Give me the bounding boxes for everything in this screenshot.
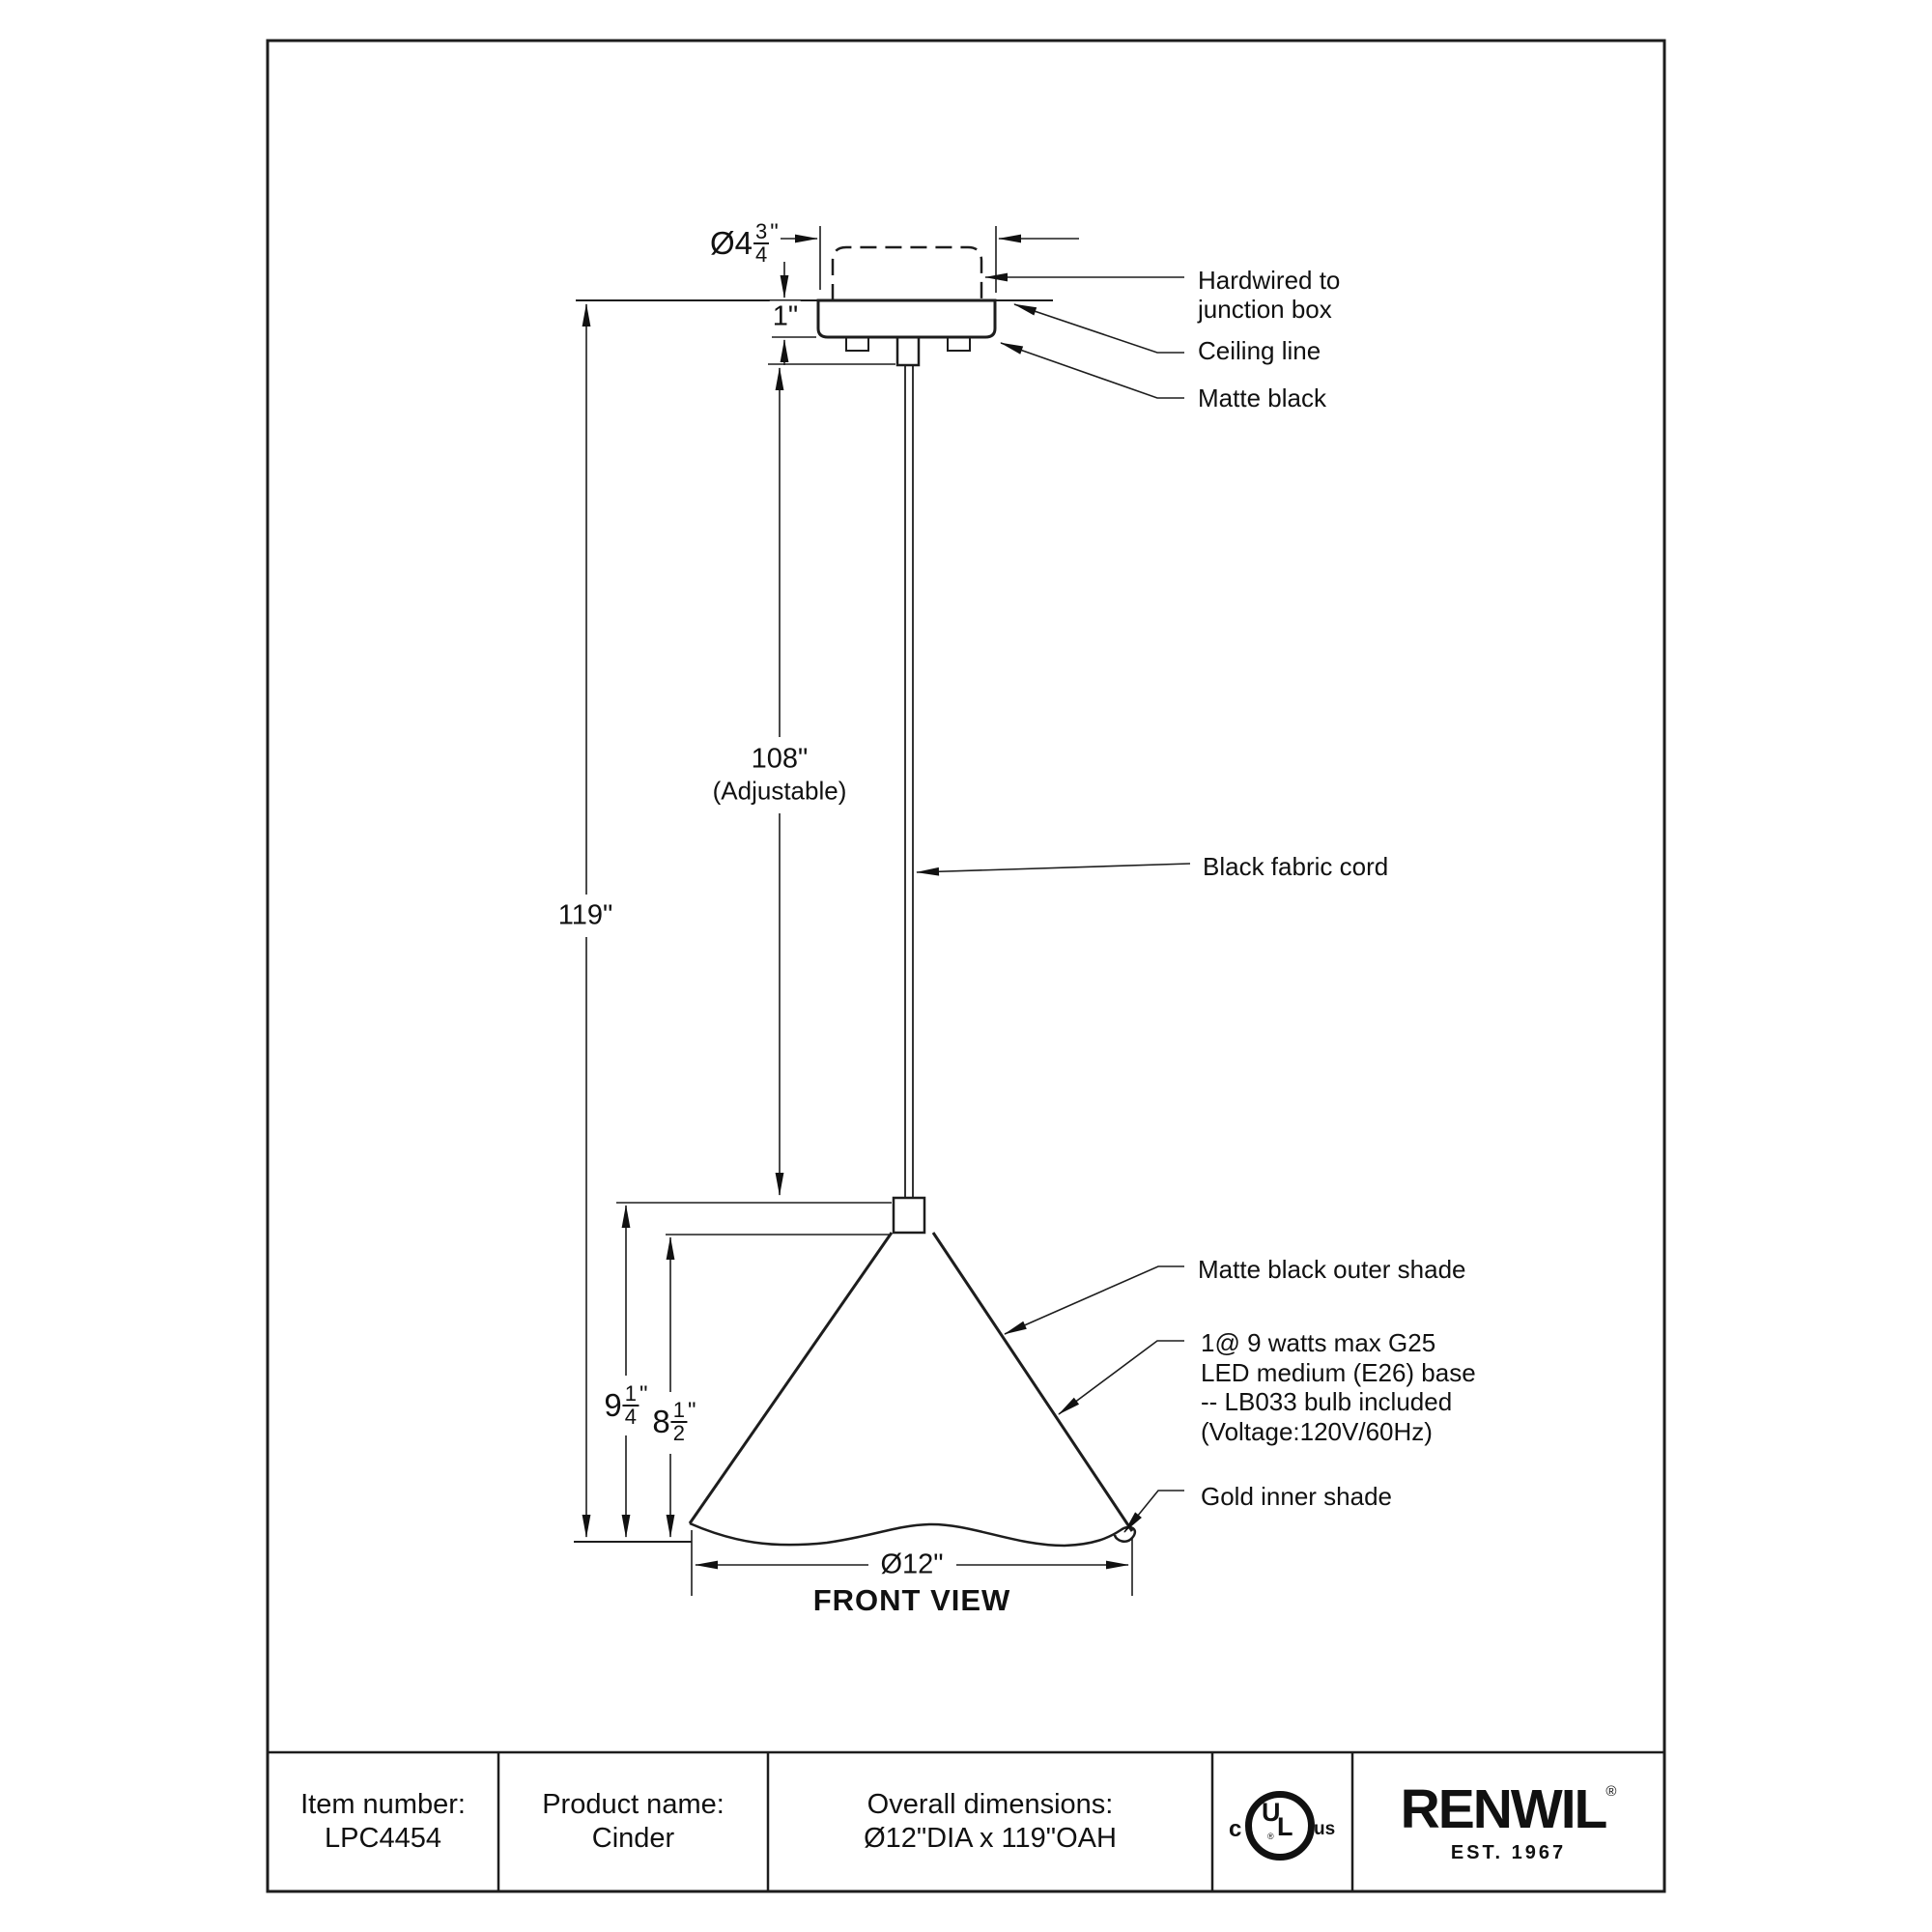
ul-letter-u: U [1262,1798,1281,1827]
ul-letter-l: L [1277,1812,1293,1841]
callout-outer-shade: Matte black outer shade [1198,1255,1466,1284]
fraction: $\frac{1}{4}$ [624,1381,638,1429]
callout-bulb-line2: LED medium (E26) base [1201,1357,1476,1387]
fraction: $\frac{1}{2}$ [672,1398,686,1445]
mounting-tabs [846,337,970,351]
shade-cone [690,1233,1132,1531]
dim-cord-note: (Adjustable) [710,777,850,807]
brand-registered-mark: ® [1605,1782,1617,1800]
callout-fabric-cord: Black fabric cord [1203,852,1389,881]
leader-outer-shade [1005,1266,1184,1334]
callout-bulb [1201,1328,1476,1446]
ul-registered-mark: ® [1267,1832,1274,1841]
dim-shade-height-inner-label: 8 $\frac{1}{2}$ " [652,1398,696,1445]
overall-dimensions-label: Overall dimensions: [867,1789,1114,1820]
product-name-label: Product name: [542,1789,724,1820]
dim-overall-height-label: 119" [555,900,616,932]
brand-name: RENWIL [1400,1777,1606,1840]
callout-matte-black: Matte black [1198,384,1326,412]
canopy [818,300,995,337]
shade-connector [894,1198,924,1233]
overall-dimensions-value: Ø12"DIA x 119"OAH [864,1823,1117,1854]
dim-canopy-diameter [771,226,1079,293]
view-title: FRONT VIEW [812,1583,1011,1617]
callout-hardwired-line1: Hardwired to [1198,266,1341,295]
footer-cell-product-name [498,1752,768,1891]
callout-inner-shade: Gold inner shade [1201,1482,1393,1511]
leader-bulb [1059,1341,1184,1414]
dim-canopy-height-label: 1" [770,301,801,333]
item-number-value: LPC4454 [325,1823,441,1854]
leader-fabric-cord [917,864,1190,872]
fraction: $\frac{3}{4}$ [755,219,768,267]
callout-hardwired-line2: junction box [1198,295,1332,324]
dim-canopy-diameter-label: Ø4 $\frac{3}{4}$ " [710,219,779,267]
dim-shade-height-outer-label: 9 $\frac{1}{4}$ " [604,1381,648,1429]
brand-established: EST. 1967 [1450,1841,1567,1863]
leader-inner-shade [1124,1491,1184,1532]
callout-bulb-line4: (Voltage:120V/60Hz) [1201,1416,1433,1446]
shade-bottom-wave [690,1523,1135,1546]
fabric-cord [905,365,913,1198]
cord-connector [897,337,919,365]
renwil-logo [1400,1777,1617,1863]
leader-ceiling-line [1014,304,1184,353]
footer-cell-item-number [268,1752,498,1891]
leader-matte-black [1001,343,1184,398]
dim-shade-height-outer [616,1203,892,1537]
dim-shade-diameter-label: Ø12" [877,1549,946,1581]
callout-hardwired [1198,266,1340,324]
ul-canada-mark: c [1229,1816,1242,1842]
ul-us-mark: us [1314,1819,1336,1839]
product-name-value: Cinder [591,1823,675,1854]
footer-cell-overall-dimensions [768,1752,1212,1891]
dim-shade-height-inner [666,1235,889,1537]
item-number-label: Item number: [300,1789,466,1820]
ul-certification-logo [1229,1789,1335,1866]
callout-bulb-line3: -- LB033 bulb included [1201,1387,1453,1416]
callout-ceiling-line: Ceiling line [1198,336,1321,365]
junction-box-dashed [833,247,981,300]
dim-cord-length-label: 108" [749,744,811,776]
callout-bulb-line1: 1@ 9 watts max G25 [1201,1328,1436,1357]
footer-cell-brand [1352,1752,1664,1891]
